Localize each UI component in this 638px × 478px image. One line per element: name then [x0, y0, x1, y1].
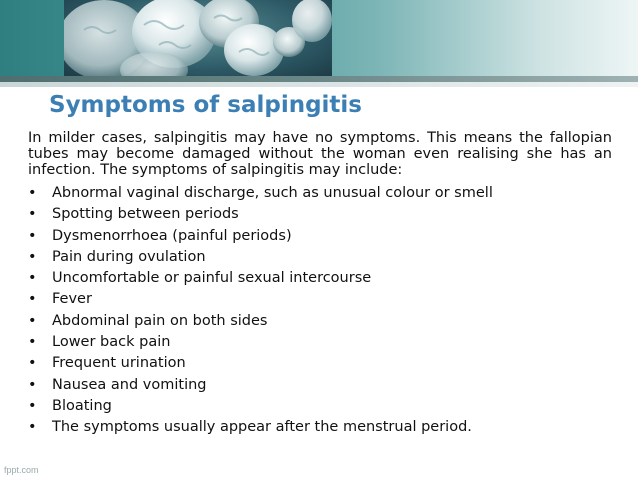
bullet-icon: •	[28, 419, 37, 436]
bullet-icon: •	[28, 397, 37, 414]
bullet-icon: •	[28, 334, 37, 351]
intro-paragraph: In milder cases, salpingitis may have no symptoms. This means the fallopian tubes may become damaged without the woman even realising she has an infection. The symptoms of salpingitis may include:	[28, 130, 612, 178]
list-item-text: Pain during ovulation	[52, 248, 206, 265]
list-item-text: Fever	[52, 291, 92, 308]
list-item	[28, 332, 612, 353]
list-item	[28, 396, 612, 417]
list-item	[28, 417, 612, 438]
bullet-icon: •	[28, 185, 37, 201]
list-item	[28, 226, 612, 247]
header-stripe-light	[0, 82, 638, 87]
bullet-icon: •	[28, 355, 37, 372]
list-item	[28, 311, 612, 332]
list-item	[28, 268, 612, 289]
slide-body	[28, 130, 612, 439]
list-item	[28, 183, 612, 204]
symptom-list	[28, 183, 612, 439]
list-item	[28, 289, 612, 310]
list-item	[28, 204, 612, 225]
footer-logo: fppt.com	[4, 465, 39, 475]
list-item-text: Dysmenorrhoea (painful periods)	[52, 227, 292, 244]
list-item-text: Spotting between periods	[52, 206, 239, 223]
list-item-text: Frequent urination	[52, 355, 186, 372]
list-item	[28, 375, 612, 396]
bullet-icon: •	[28, 206, 37, 223]
list-item-text: Nausea and vomiting	[52, 376, 207, 393]
bullet-icon: •	[28, 248, 37, 265]
bacteria-image	[64, 0, 332, 76]
bacteria-photo	[64, 0, 332, 76]
bullet-icon: •	[28, 270, 37, 287]
list-item-text: Lower back pain	[52, 334, 171, 351]
list-item-text: Uncomfortable or painful sexual intercourse	[52, 270, 372, 287]
list-item	[28, 247, 612, 268]
list-item-text: Abnormal vaginal discharge, such as unusual colour or smell	[52, 185, 493, 201]
list-item	[28, 353, 612, 374]
slide-title: Symptoms of salpingitis	[49, 92, 362, 118]
list-item-text: Abdominal pain on both sides	[52, 312, 268, 329]
list-item-text: The symptoms usually appear after the menstrual period.	[52, 419, 472, 436]
bullet-icon: •	[28, 291, 37, 308]
bullet-icon: •	[28, 376, 37, 393]
bullet-icon: •	[28, 312, 37, 329]
bullet-icon: •	[28, 227, 37, 244]
list-item-text: Bloating	[52, 397, 112, 414]
